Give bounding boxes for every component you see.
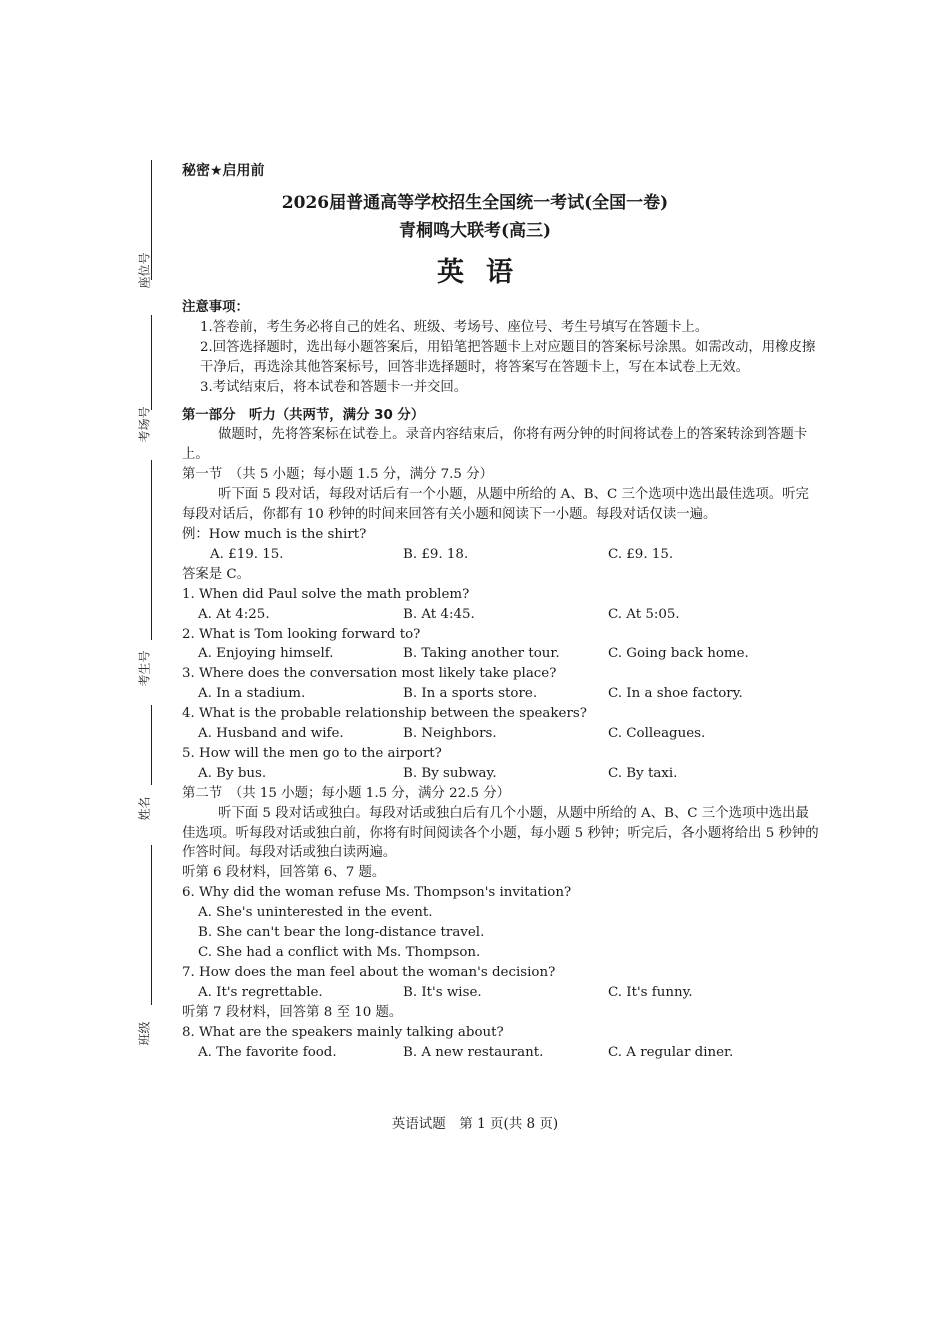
exam-subtitle: 青桐鸣大联考(高三) bbox=[398, 221, 552, 241]
option: C. A regular diner. bbox=[608, 1044, 734, 1060]
option: B. By subway. bbox=[403, 765, 497, 781]
option: A. She's uninterested in the event. bbox=[198, 905, 433, 921]
options bbox=[182, 684, 822, 704]
exam-content bbox=[182, 298, 822, 1062]
option: B. Neighbors. bbox=[403, 726, 497, 742]
option: B. In a sports store. bbox=[403, 686, 538, 702]
question: 1. When did Paul solve the math problem? bbox=[182, 586, 470, 602]
margin-label-room: 考场号 bbox=[137, 406, 152, 443]
option: B. £9. 18. bbox=[403, 546, 469, 562]
option: A. The favorite food. bbox=[198, 1044, 337, 1060]
binding-line bbox=[151, 705, 152, 785]
option: A. £19. 15. bbox=[210, 546, 284, 562]
binding-line bbox=[151, 315, 152, 410]
option: A. Husband and wife. bbox=[198, 726, 344, 742]
part1-heading: 第一部分 听力（共两节，满分 30 分） bbox=[182, 407, 425, 423]
example-question: 例：How much is the shirt? bbox=[182, 526, 367, 542]
option: C. She had a conflict with Ms. Thompson. bbox=[198, 945, 481, 960]
option: C. Going back home. bbox=[608, 646, 749, 662]
section1-intro: 听下面 5 段对话，每段对话后有一个小题，从题中所给的 A、B、C 三个选项中选出最佳选项。听完每段对话后，你都有 10 秒钟的时间来回答有关小题和阅读下一小题。每段对话仅读一遍。 bbox=[182, 487, 809, 523]
margin-label-name: 姓名 bbox=[137, 796, 152, 821]
binding-line bbox=[151, 460, 152, 640]
secret-label: 秘密★启用前 bbox=[182, 163, 265, 179]
options bbox=[182, 605, 822, 625]
question: 3. Where does the conversation most likely take place? bbox=[182, 666, 557, 682]
part1-intro: 做题时，先将答案标在试卷上。录音内容结束后，你将有两分钟的时间将试卷上的答案转涂到答题卡上。 bbox=[182, 427, 808, 463]
option: A. In a stadium. bbox=[198, 686, 306, 702]
margin-label-examinee: 考生号 bbox=[137, 650, 152, 687]
option: C. By taxi. bbox=[608, 765, 678, 781]
option: C. It's funny. bbox=[608, 984, 693, 1000]
options bbox=[182, 644, 822, 664]
option: A. Enjoying himself. bbox=[198, 646, 334, 662]
section2-heading: 第二节 （共 15 小题；每小题 1.5 分，满分 22.5 分） bbox=[182, 785, 511, 801]
option: A. At 4:25. bbox=[198, 606, 270, 622]
question: 8. What are the speakers mainly talking about? bbox=[182, 1024, 504, 1040]
example-answer: 答案是 C。 bbox=[182, 566, 251, 582]
notes-heading: 注意事项： bbox=[182, 300, 249, 315]
options bbox=[182, 724, 822, 744]
note-item: 2.回答选择题时，选出每小题答案后，用铅笔把答题卡上对应题目的答案标号涂黑。如需改动，用橡皮擦干净后，再选涂其他答案标号，回答非选择题时，将答案写在答题卡上，写在本试卷上无效。 bbox=[200, 339, 816, 375]
question: 7. How does the man feel about the woman's decision? bbox=[182, 964, 556, 980]
option: C. In a shoe factory. bbox=[608, 686, 743, 702]
question: 5. How will the men go to the airport? bbox=[182, 745, 442, 761]
option: C. £9. 15. bbox=[608, 546, 674, 562]
question: 4. What is the probable relationship between the speakers? bbox=[182, 706, 587, 722]
section1-heading: 第一节 （共 5 小题；每小题 1.5 分，满分 7.5 分） bbox=[182, 467, 493, 483]
margin-label-class: 班级 bbox=[137, 1021, 152, 1046]
subject-title: 英语 bbox=[437, 257, 535, 288]
option: B. She can't bear the long-distance travel. bbox=[198, 925, 485, 941]
note-item: 1.答卷前，考生务必将自己的姓名、班级、考场号、座位号、考生号填写在答题卡上。 bbox=[200, 319, 709, 335]
option: B. A new restaurant. bbox=[403, 1044, 544, 1060]
question: 6. Why did the woman refuse Ms. Thompson's invitation? bbox=[182, 885, 572, 901]
example-options bbox=[182, 545, 822, 565]
section2-intro: 听下面 5 段对话或独白。每段对话或独白后有几个小题，从题中所给的 A、B、C 三个选项中选出最佳选项。听每段对话或独白前，你将有时间阅读各个小题，每小题 5 秒钟；听完后，各小题将给出 5 秒钟的作答时间。每段对话或独白读两遍。 bbox=[182, 805, 819, 861]
exam-title: 2026届普通高等学校招生全国统一考试(全国一卷) bbox=[281, 193, 669, 213]
material-7-intro: 听第 7 段材料，回答第 8 至 10 题。 bbox=[182, 1004, 403, 1020]
option: B. Taking another tour. bbox=[403, 646, 560, 662]
option: A. By bus. bbox=[198, 765, 267, 781]
option: C. Colleagues. bbox=[608, 726, 706, 742]
options bbox=[182, 983, 822, 1003]
question: 2. What is Tom looking forward to? bbox=[182, 626, 421, 642]
option: C. At 5:05. bbox=[608, 606, 680, 622]
binding-line bbox=[151, 845, 152, 1005]
options bbox=[182, 1043, 822, 1063]
options bbox=[182, 764, 822, 784]
option: B. It's wise. bbox=[403, 984, 482, 1000]
margin-label-seat: 座位号 bbox=[137, 252, 152, 289]
option: B. At 4:45. bbox=[403, 606, 475, 622]
note-item: 3.考试结束后，将本试卷和答题卡一并交回。 bbox=[200, 379, 468, 395]
material-6-intro: 听第 6 段材料，回答第 6、7 题。 bbox=[182, 865, 386, 881]
option: A. It's regrettable. bbox=[198, 984, 323, 1000]
page-footer: 英语试题 第 1 页(共 8 页) bbox=[391, 1116, 559, 1132]
